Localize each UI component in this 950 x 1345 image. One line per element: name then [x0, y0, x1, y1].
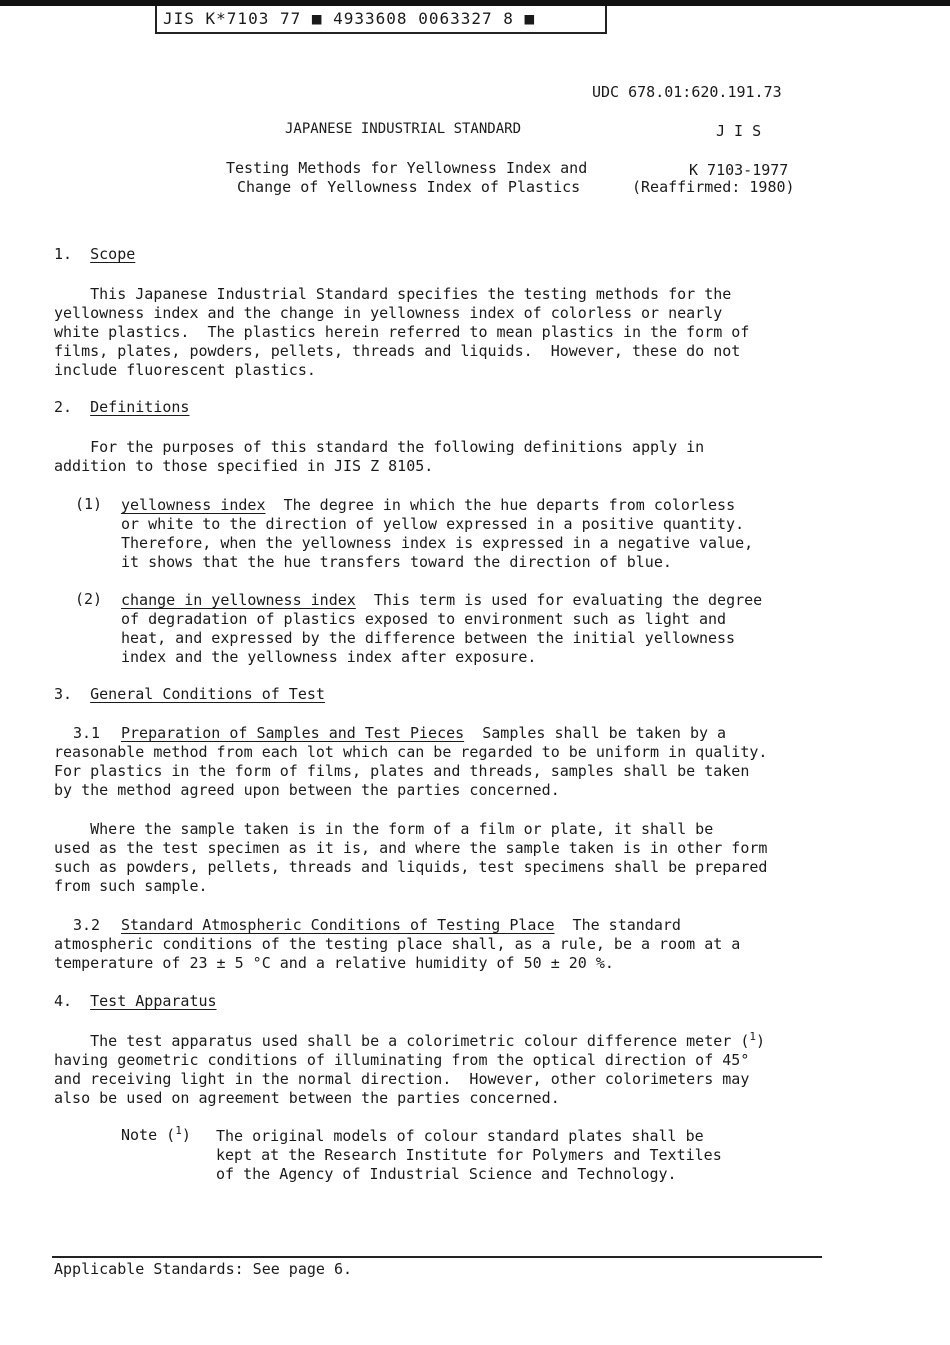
- text-line: or white to the direction of yellow expressed in a positive quantity.: [121, 515, 745, 533]
- text-line: Therefore, when the yellowness index is expressed in a negative value,: [121, 534, 754, 552]
- subsection-3-1-paragraph: [54, 724, 767, 800]
- note-text: [216, 1127, 722, 1184]
- text-line: [54, 1032, 765, 1051]
- section-title: Definitions: [90, 398, 190, 416]
- defined-term: change in yellowness index: [121, 591, 356, 609]
- section-number: 4.: [54, 992, 73, 1010]
- subsection-title: Preparation of Samples and Test Pieces: [121, 724, 465, 742]
- section-4-paragraph: [54, 1032, 765, 1108]
- text-line: having geometric conditions of illuminating from the optical direction of 45°: [54, 1051, 750, 1069]
- text-segment: The degree in which the hue departs from colorless: [265, 496, 736, 514]
- text-line: [121, 496, 753, 515]
- text-line: For the purposes of this standard the following definitions apply in: [54, 438, 705, 456]
- document-code-header: JIS K*7103 77 ■ 4933608 0063327 8 ■: [155, 6, 607, 34]
- text-line: include fluorescent plastics.: [54, 361, 316, 379]
- section-4-heading: [54, 992, 217, 1010]
- subsection-title: Standard Atmospheric Conditions of Testing Place: [121, 916, 555, 934]
- definition-1-number: (1): [75, 495, 103, 513]
- section-number: 1.: [54, 245, 73, 263]
- text-line: addition to those specified in JIS Z 8105.: [54, 457, 434, 475]
- standard-organization: JAPANESE INDUSTRIAL STANDARD: [285, 121, 522, 137]
- text-line: [121, 591, 762, 610]
- text-line: from such sample.: [54, 877, 208, 895]
- section-title: Test Apparatus: [90, 992, 217, 1010]
- title-line-2: Change of Yellowness Index of Plastics: [237, 178, 581, 196]
- section-2-paragraph: [54, 438, 704, 476]
- footer-applicable-standards: Applicable Standards: See page 6.: [54, 1260, 353, 1278]
- text-line: This Japanese Industrial Standard specifies the testing methods for the: [54, 285, 732, 303]
- text-line: temperature of 23 ± 5 °C and a relative humidity of 50 ± 20 %.: [54, 954, 614, 972]
- jis-mark: J I S: [716, 122, 762, 140]
- text-line: For plastics in the form of films, plates and threads, samples shall be taken: [54, 762, 750, 780]
- text-segment: Note (: [121, 1126, 176, 1144]
- text-line: [54, 916, 740, 935]
- text-segment: The test apparatus used shall be a colorimetric colour difference meter (: [54, 1032, 750, 1050]
- text-line: Where the sample taken is in the form of a film or plate, it shall be: [54, 820, 714, 838]
- text-line: [54, 724, 767, 743]
- text-line: such as powders, pellets, threads and liquids, test specimens shall be prepared: [54, 858, 768, 876]
- note-number: 1: [175, 1124, 182, 1137]
- definition-2: [121, 591, 762, 667]
- definition-2-number: (2): [75, 590, 103, 608]
- defined-term: yellowness index: [121, 496, 266, 514]
- text-line: by the method agreed upon between the parties concerned.: [54, 781, 560, 799]
- text-line: The original models of colour standard plates shall be: [216, 1127, 704, 1145]
- text-line: films, plates, powders, pellets, threads and liquids. However, these do not: [54, 342, 741, 360]
- text-line: yellowness index and the change in yellowness index of colorless or nearly: [54, 304, 723, 322]
- section-1-heading: [54, 245, 135, 263]
- section-title: General Conditions of Test: [90, 685, 325, 703]
- text-segment: Samples shall be taken by a: [464, 724, 727, 742]
- section-3-heading: [54, 685, 325, 703]
- note-label: [121, 1126, 191, 1144]
- subsection-3-1-paragraph-2: [54, 820, 767, 896]
- text-line: white plastics. The plastics herein referred to mean plastics in the form of: [54, 323, 750, 341]
- section-number: 2.: [54, 398, 73, 416]
- subsection-3-2-paragraph: [54, 916, 740, 973]
- section-1-paragraph: [54, 285, 749, 380]
- text-segment: This term is used for evaluating the degree: [355, 591, 763, 609]
- text-line: reasonable method from each lot which can be regarded to be uniform in quality.: [54, 743, 768, 761]
- text-segment: ): [756, 1032, 766, 1050]
- subsection-3-1-number: 3.1: [73, 724, 101, 742]
- text-segment: The standard: [554, 916, 681, 934]
- text-line: and receiving light in the normal direction. However, other colorimeters may: [54, 1070, 750, 1088]
- text-line: atmospheric conditions of the testing place shall, as a rule, be a room at a: [54, 935, 741, 953]
- standard-number: K 7103-1977: [689, 161, 789, 179]
- text-line: kept at the Research Institute for Polymers and Textiles: [216, 1146, 722, 1164]
- section-number: 3.: [54, 685, 73, 703]
- section-2-heading: [54, 398, 189, 416]
- section-title: Scope: [90, 245, 136, 263]
- title-line-1: Testing Methods for Yellowness Index and: [226, 159, 588, 177]
- footnote-reference: 1: [749, 1030, 756, 1043]
- text-line: index and the yellowness index after exposure.: [121, 648, 537, 666]
- udc-number: UDC 678.01:620.191.73: [592, 83, 782, 101]
- reaffirmed-date: (Reaffirmed: 1980): [632, 178, 795, 196]
- definition-1: [121, 496, 753, 572]
- text-line: heat, and expressed by the difference between the initial yellowness: [121, 629, 736, 647]
- footer-divider: [52, 1256, 822, 1258]
- text-segment: ): [181, 1126, 191, 1144]
- text-line: used as the test specimen as it is, and where the sample taken is in other form: [54, 839, 768, 857]
- text-line: it shows that the hue transfers toward the direction of blue.: [121, 553, 672, 571]
- subsection-3-2-number: 3.2: [73, 916, 101, 934]
- text-line: of degradation of plastics exposed to environment such as light and: [121, 610, 727, 628]
- text-line: also be used on agreement between the parties concerned.: [54, 1089, 560, 1107]
- text-line: of the Agency of Industrial Science and Technology.: [216, 1165, 677, 1183]
